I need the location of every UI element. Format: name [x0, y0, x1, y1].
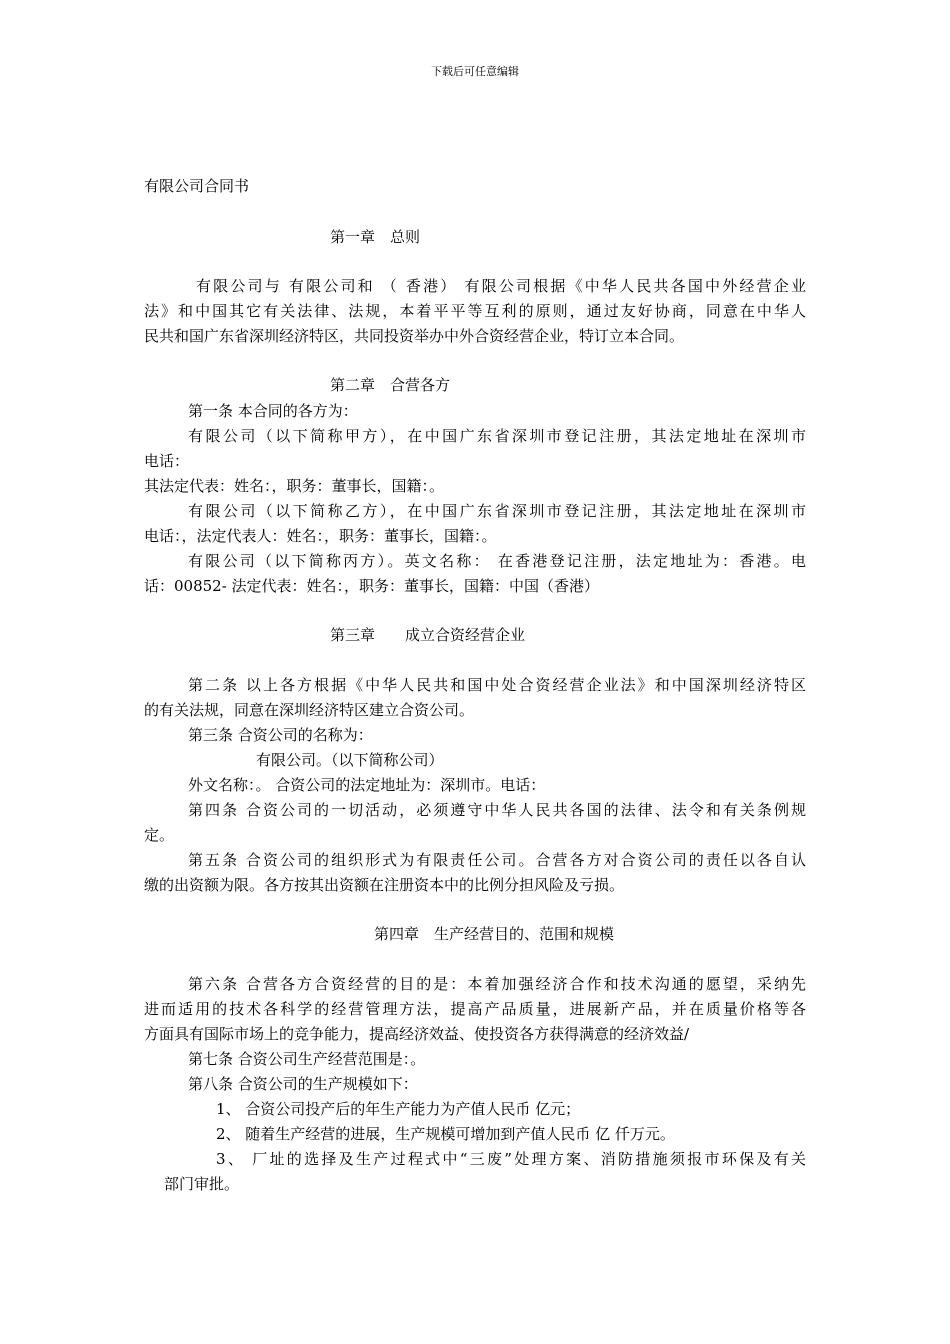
article-8: 第八条 合资公司的生产规模如下： — [188, 1075, 418, 1093]
article-7: 第七条 合资公司生产经营范围是：。 — [188, 1050, 426, 1068]
article-6-line: 进而适用的技术各科学的经营管理方法，提高产品质量，进展新产品，并在质量价格等各 — [144, 1000, 806, 1018]
article-6-line: 第六条 合营各方合资经营的目的是：本着加强经济合作和技术沟通的愿望，采纳先 — [188, 975, 806, 993]
document-title: 有限公司合同书 — [144, 177, 250, 195]
chapter-4-heading: 第四章 生产经营目的、范围和规模 — [374, 925, 615, 943]
company-name-line: 有限公司。（以下简称公司） — [256, 751, 444, 769]
article-5-line: 缴的出资额为限。各方按其出资额在注册资本中的比例分担风险及亏损。 — [144, 876, 625, 894]
party-b-line: 有限公司（以下简称乙方），在中国广东省深圳市登记注册，其法定地址在深圳市 — [188, 502, 806, 520]
scale-item-2: 2、 随着生产经营的进展，生产规模可增加到产值人民币 亿 仟万元。 — [216, 1125, 675, 1143]
scale-item-1: 1、 合资公司投产后的年生产能力为产值人民币 亿元； — [216, 1100, 581, 1118]
party-a-line: 电话： — [144, 452, 190, 470]
article-5-line: 第五条 合资公司的组织形式为有限责任公司。合营各方对合资公司的责任以各自认 — [188, 851, 806, 869]
chapter-3-heading: 第三章 成立合资经营企业 — [330, 626, 526, 644]
article-4-line: 第四条 合资公司的一切活动，必须遵守中华人民共各国的法律、法令和有关条例规 — [188, 801, 806, 819]
article-3: 第三条 合资公司的名称为： — [188, 726, 373, 744]
party-a-representative: 其法定代表：姓名：，职务：董事长，国籍：。 — [144, 477, 445, 495]
page-header: 下载后可任意编辑 — [431, 65, 519, 78]
article-2-line: 的有关法规，同意在深圳经济特区建立合资公司。 — [144, 701, 475, 719]
party-c-line: 话：00852- 法定代表：姓名：，职务：董事长，国籍：中国（香港） — [144, 577, 600, 595]
chapter-1-heading: 第一章 总则 — [330, 228, 421, 246]
party-c-line: 有限公司（以下简称丙方）。英文名称： 在香港登记注册，法定地址为：香港。电 — [188, 552, 806, 570]
article-4-line: 定。 — [144, 826, 175, 844]
party-b-line: 电话：，法定代表人：姓名：，职务：董事长，国籍：。 — [144, 527, 497, 545]
ch1-paragraph-line: 法》和中国其它有关法律、法规，本着平平等互利的原则，通过友好协商，同意在中华人 — [144, 302, 806, 320]
article-1: 第一条 本合同的各方为： — [188, 402, 358, 420]
foreign-name-address-line: 外文名称：。 合资公司的法定地址为：深圳市。电话： — [188, 776, 546, 794]
ch1-paragraph-line: 民共和国广东省深圳经济特区，共同投资举办中外合资经营企业，特订立本合同。 — [144, 327, 685, 345]
chapter-2-heading: 第二章 合营各方 — [330, 376, 451, 394]
scale-item-3-continued: 部门审批。 — [164, 1175, 240, 1193]
scale-item-3: 3、 厂址的选择及生产过程式中“三废”处理方案、消防措施须报市环保及有关 — [216, 1150, 806, 1168]
article-6-line: 方面具有国际市场上的竞争能力，提高经济效益、使投资各方获得满意的经济效益/ — [144, 1025, 690, 1043]
ch1-paragraph-line: 有限公司与 有限公司和 （ 香港） 有限公司根据《中华人民共各国中外经营企业 — [196, 277, 806, 295]
article-2-line: 第二条 以上各方根据《中华人民共和国中处合资经营企业法》和中国深圳经济特区 — [188, 676, 806, 694]
party-a-line: 有限公司（以下简称甲方），在中国广东省深圳市登记注册，其法定地址在深圳市 — [188, 427, 806, 445]
